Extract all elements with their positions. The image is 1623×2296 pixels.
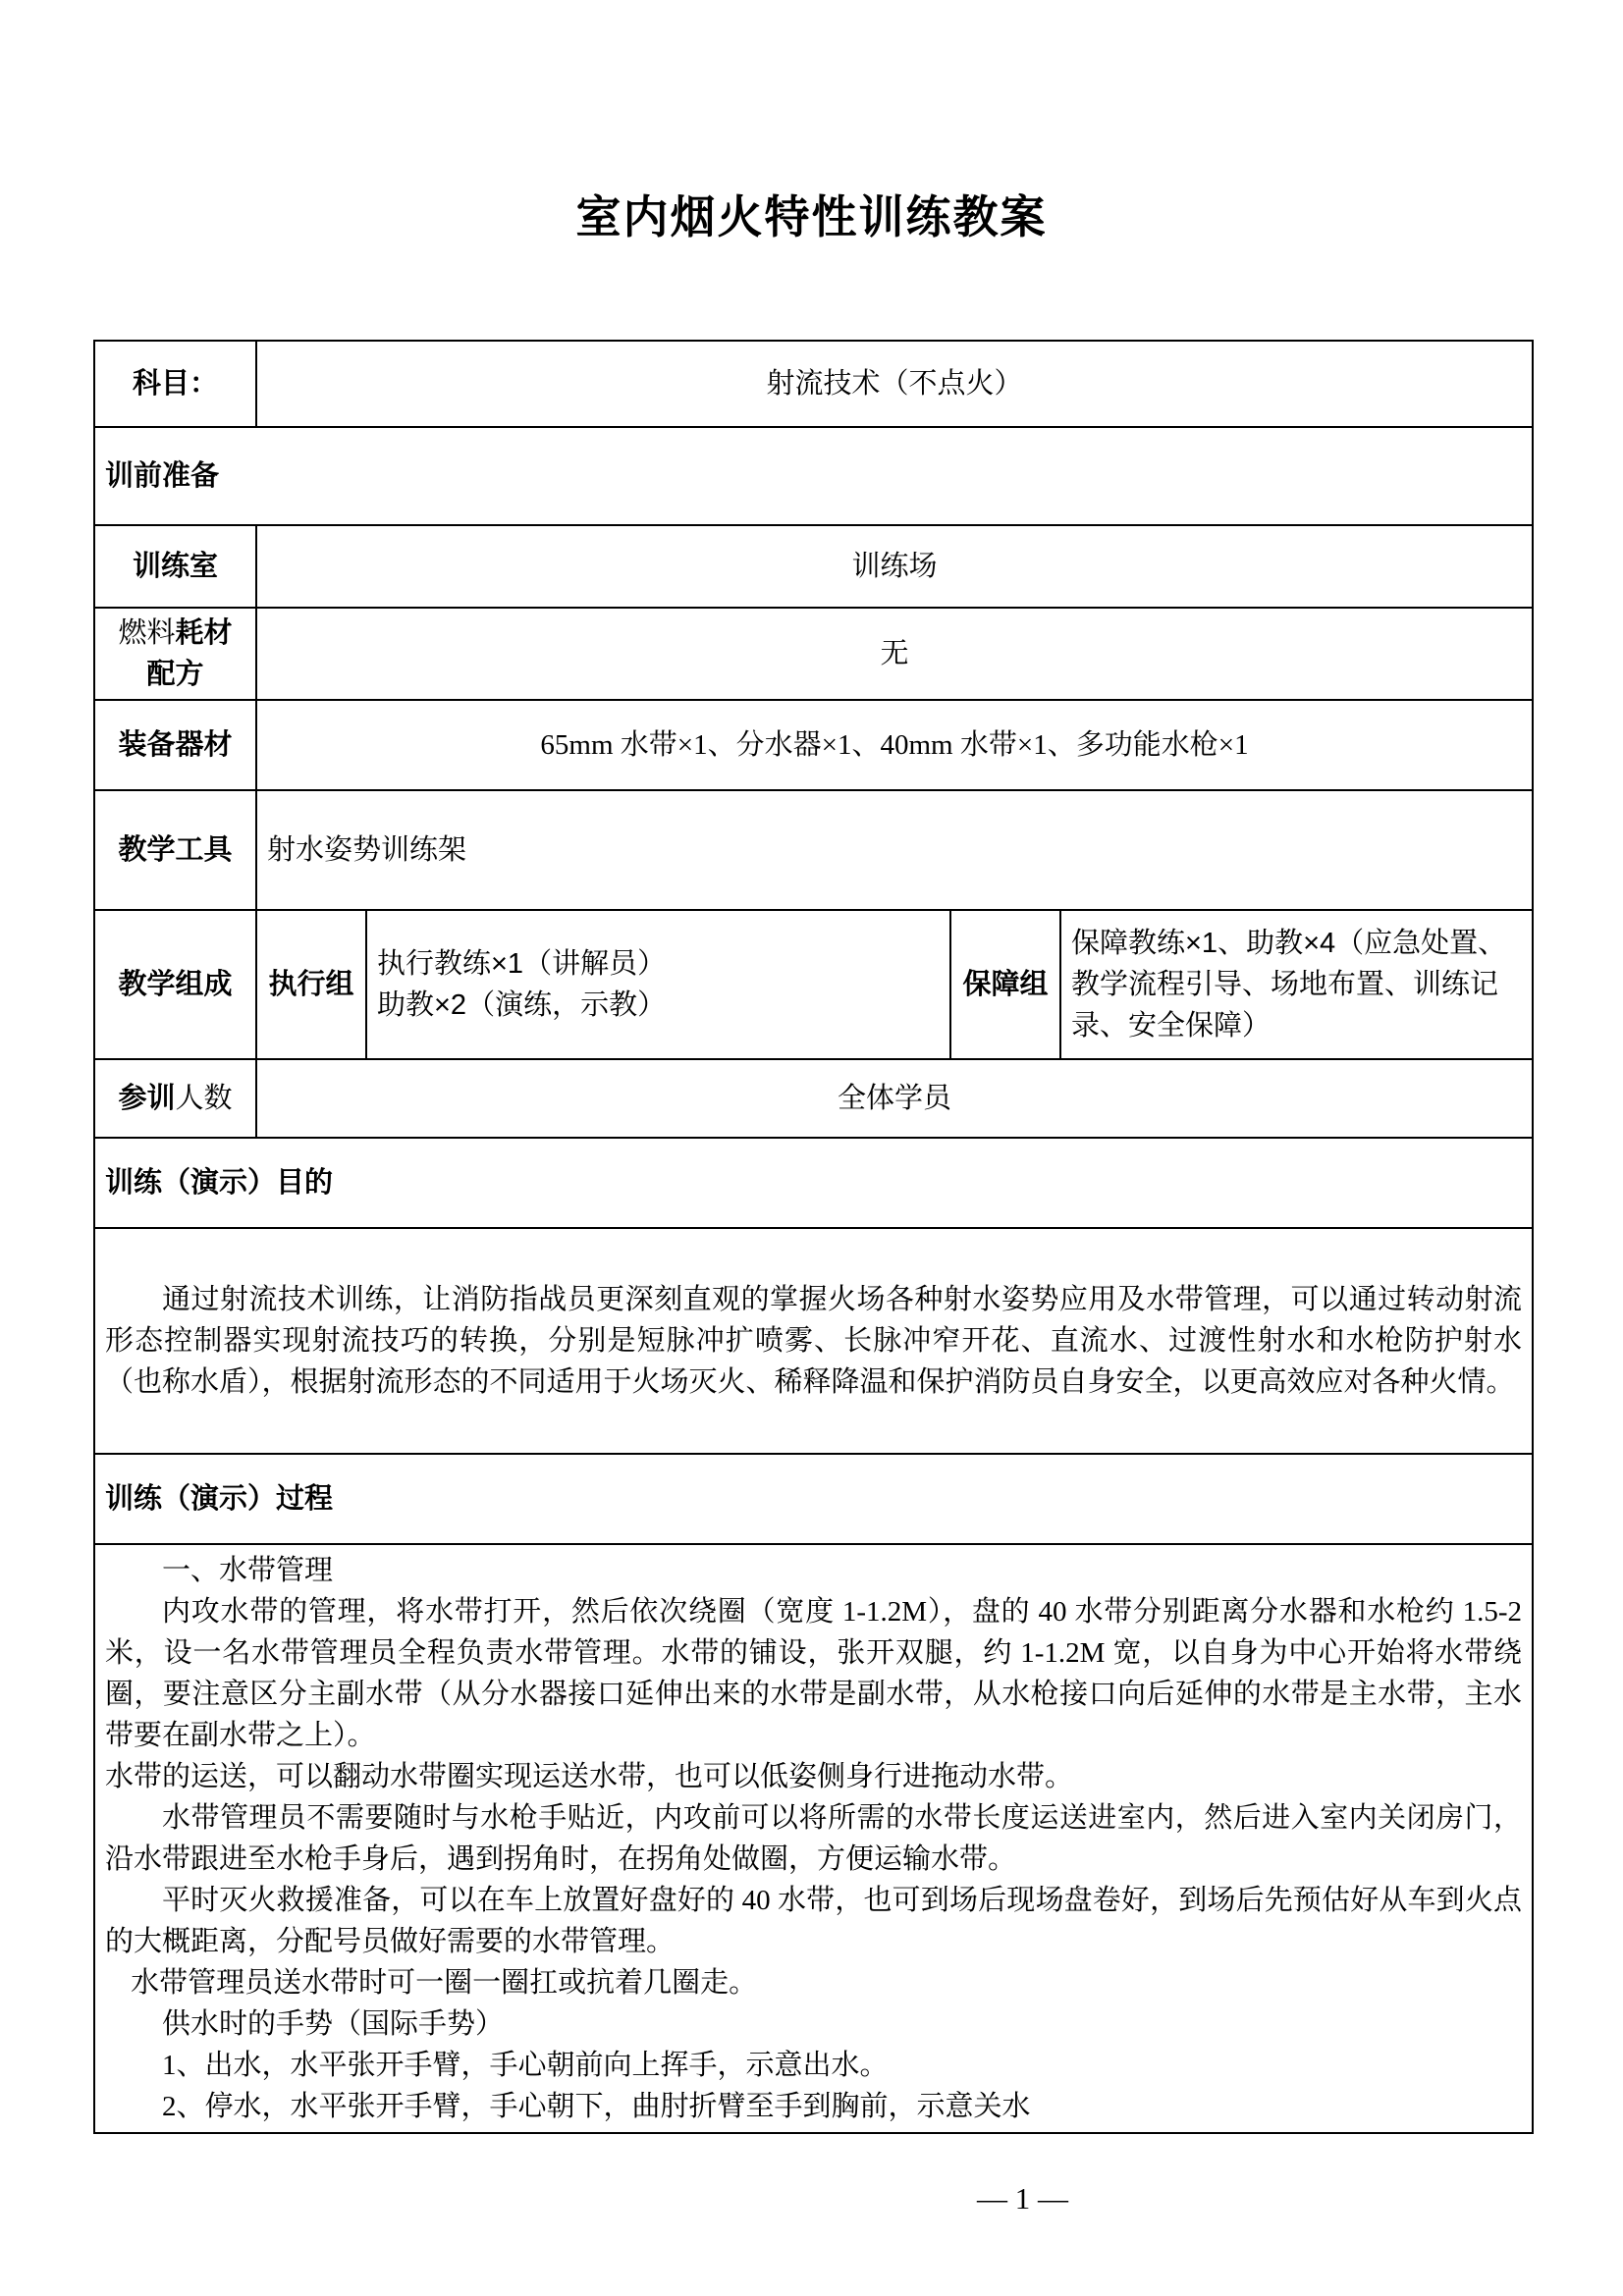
fuel-label-bold: 耗材配方 bbox=[146, 617, 233, 691]
exec-line-1: 执行教练×1（讲解员） bbox=[377, 948, 667, 981]
process-p7: 供水时的手势（国际手势） bbox=[162, 2008, 505, 2041]
page-number: — 1 — bbox=[977, 2181, 1068, 2216]
process-p8: 1、出水，水平张开手臂，手心朝前向上挥手，示意出水。 bbox=[162, 2050, 889, 2082]
purpose-header: 训练（演示）目的 bbox=[94, 1138, 1533, 1228]
exec-group-content bbox=[366, 910, 950, 1059]
participants-value: 全体学员 bbox=[256, 1059, 1533, 1138]
process-p6: 水带管理员送水带时可一圈一圈扛或抗着几圈走。 bbox=[131, 1967, 758, 2000]
support-group-label: 保障组 bbox=[950, 910, 1060, 1059]
fuel-label-regular: 燃料 bbox=[118, 617, 176, 649]
training-room-value: 训练场 bbox=[256, 525, 1533, 608]
participants-label-bold: 参训 bbox=[118, 1083, 176, 1115]
process-body-row bbox=[94, 1544, 1533, 2133]
process-header-row bbox=[94, 1454, 1533, 1544]
document-title: 室内烟火特性训练教案 bbox=[575, 191, 1048, 242]
teaching-tools-label: 教学工具 bbox=[94, 790, 256, 910]
purpose-body-row bbox=[94, 1228, 1533, 1454]
purpose-header-row bbox=[94, 1138, 1533, 1228]
fuel-row bbox=[94, 608, 1533, 700]
prep-header-row bbox=[94, 427, 1533, 525]
teaching-tools-value: 射水姿势训练架 bbox=[256, 790, 1533, 910]
equipment-label: 装备器材 bbox=[94, 700, 256, 790]
subject-value: 射流技术（不点火） bbox=[256, 341, 1533, 427]
fuel-value: 无 bbox=[256, 608, 1533, 700]
prep-header: 训前准备 bbox=[94, 427, 1533, 525]
exec-group-label: 执行组 bbox=[256, 910, 366, 1059]
team-row bbox=[94, 910, 1533, 1059]
lesson-plan-table bbox=[93, 340, 1534, 2134]
process-p5: 平时灭火救援准备，可以在车上放置好盘好的 40 水带，也可到场后现场盘卷好，到场后先预估好从车到火点的大概距离，分配号员做好需要的水带管理。 bbox=[105, 1885, 1523, 1958]
process-p9: 2、停水，水平张开手臂，手心朝下，曲肘折臂至手到胸前，示意关水 bbox=[162, 2091, 1031, 2123]
process-p1: 一、水带管理 bbox=[162, 1554, 334, 1586]
subject-row bbox=[94, 341, 1533, 427]
purpose-paragraph: 通过射流技术训练，让消防指战员更深刻直观的掌握火场各种射水姿势应用及水带管理，可以通过转动射流形态控制器实现射流技巧的转换，分别是短脉冲扩喷雾、长脉冲窄开花、直流水、过渡性射水和水枪防护射水（也称水盾），根据射流形态的不同适用于火场灭火、稀释降温和保护消防员自身安全，以更高效应对各种火情。 bbox=[105, 1284, 1523, 1399]
training-room-row bbox=[94, 525, 1533, 608]
process-p4: 水带管理员不需要随时与水枪手贴近，内攻前可以将所需的水带长度运送进室内，然后进入室内关闭房门，沿水带跟进至水枪手身后，遇到拐角时，在拐角处做圈，方便运输水带。 bbox=[105, 1802, 1523, 1876]
participants-label bbox=[94, 1059, 256, 1138]
exec-line-2: 助教×2（演练，示教） bbox=[377, 989, 667, 1022]
teaching-tools-row bbox=[94, 790, 1533, 910]
training-room-label: 训练室 bbox=[94, 525, 256, 608]
fuel-label bbox=[94, 608, 256, 700]
team-label: 教学组成 bbox=[94, 910, 256, 1059]
process-p3: 水带的运送，可以翻动水带圈实现运送水带，也可以低姿侧身行进拖动水带。 bbox=[105, 1761, 1074, 1792]
support-group-content: 保障教练×1、助教×4（应急处置、教学流程引导、场地布置、训练记录、安全保障） bbox=[1060, 910, 1533, 1059]
process-body-cell bbox=[94, 1544, 1533, 2133]
process-p2: 内攻水带的管理，将水带打开，然后依次绕圈（宽度 1-1.2M），盘的 40 水带分别距离分水器和水枪约 1.5-2 米，设一名水带管理员全程负责水带管理。水带的铺设，张开双腿，约 1-1.2M 宽，以自身为中心开始将水带绕圈，要注意区分主副水带（从分水器接口延伸出来的水带是副水带，从水枪接口向后延伸的水带是主水带，主水带要在副水带之上）。 bbox=[105, 1595, 1523, 1751]
process-header: 训练（演示）过程 bbox=[94, 1454, 1533, 1544]
purpose-body-cell bbox=[94, 1228, 1533, 1454]
participants-row bbox=[94, 1059, 1533, 1138]
equipment-row bbox=[94, 700, 1533, 790]
subject-label: 科目： bbox=[94, 341, 256, 427]
participants-label-regular: 人数 bbox=[175, 1083, 233, 1115]
equipment-value: 65mm 水带×1、分水器×1、40mm 水带×1、多功能水枪×1 bbox=[256, 700, 1533, 790]
